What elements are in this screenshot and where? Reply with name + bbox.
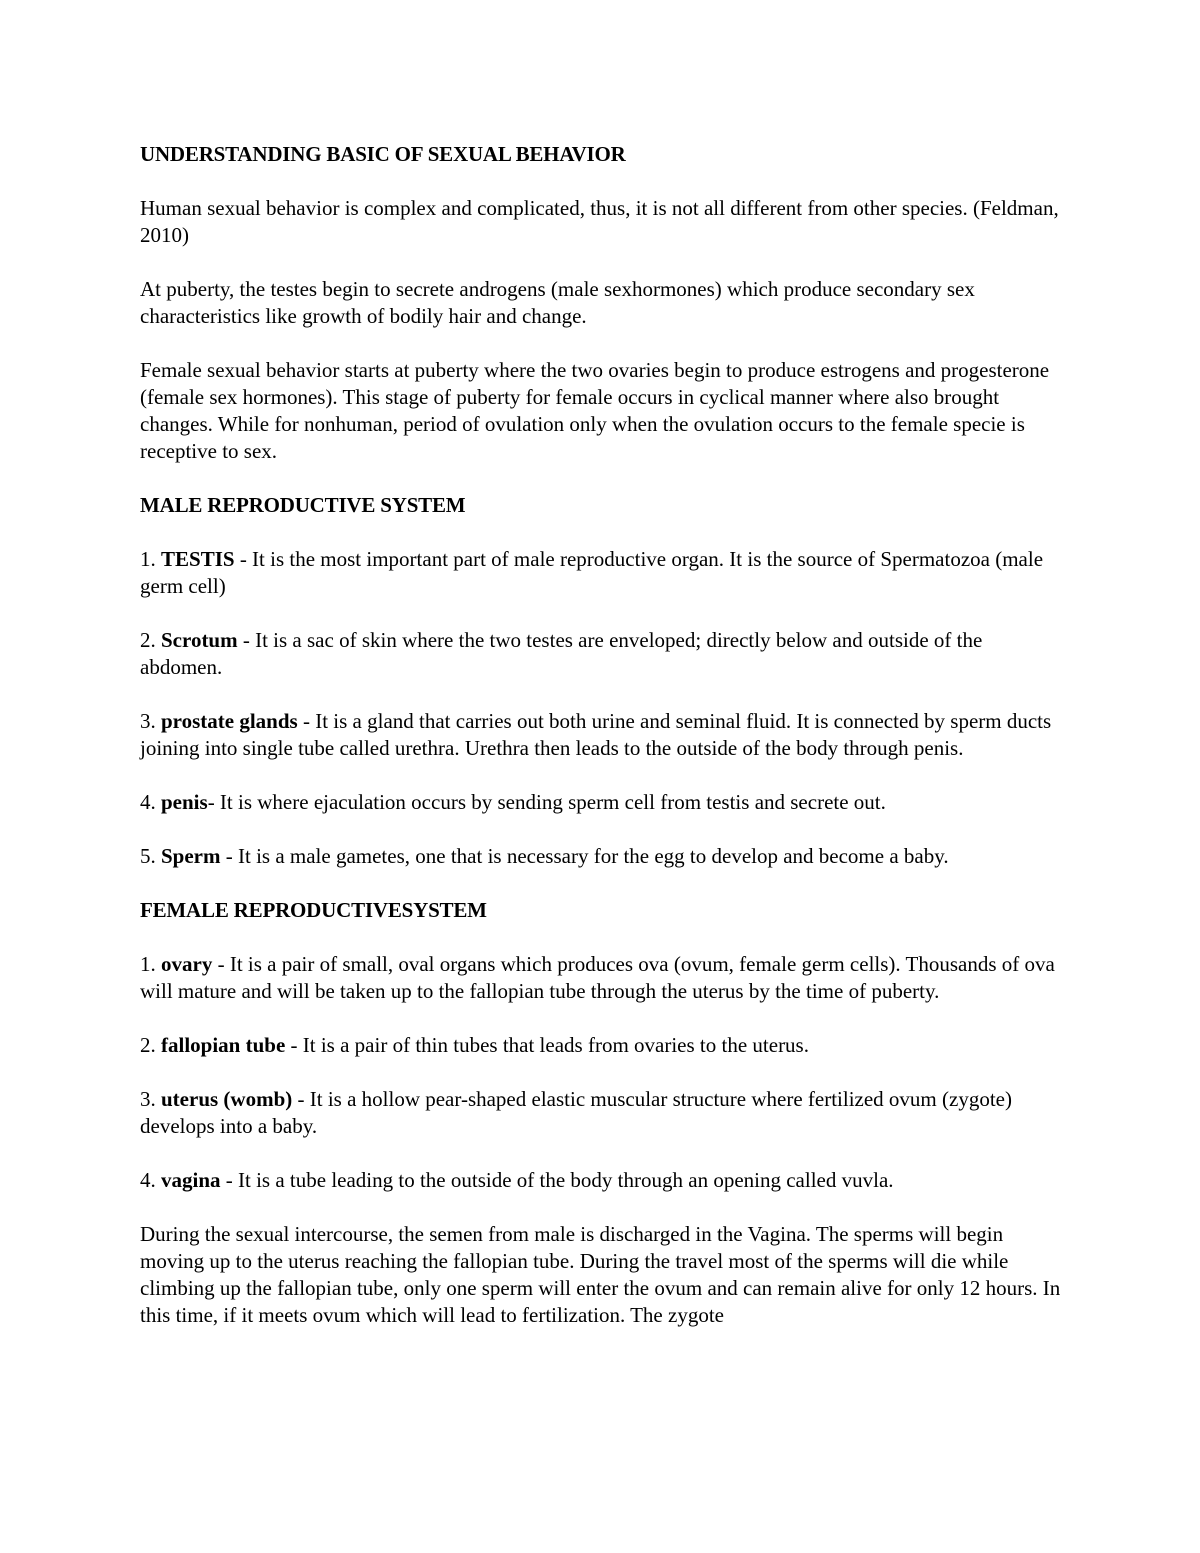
male-list-item (140, 546, 1065, 600)
item-description: - It is a pair of thin tubes that leads from ovaries to the uterus. (285, 1033, 809, 1057)
item-term: uterus (womb) (161, 1087, 293, 1111)
item-term: TESTIS (161, 547, 235, 571)
document-page (140, 141, 1065, 1356)
item-description: - It is the most important part of male reproductive organ. It is the source of Spermatozoa (male germ cell) (140, 547, 1044, 598)
item-description: - It is where ejaculation occurs by sending sperm cell from testis and secrete out. (207, 790, 886, 814)
item-term: fallopian tube (161, 1033, 286, 1057)
item-number: 2. (140, 1033, 161, 1057)
item-description: - It is a gland that carries out both urine and seminal fluid. It is connected by sperm ducts joining into single tube called urethra. Urethra then leads to the outside of the body through penis. (140, 709, 1052, 760)
item-term: penis (161, 790, 208, 814)
item-description: - It is a hollow pear-shaped elastic muscular structure where fertilized ovum (zygote) develops into a baby. (140, 1087, 1012, 1138)
item-number: 2. (140, 628, 161, 652)
item-number: 4. (140, 1168, 161, 1192)
item-number: 3. (140, 1087, 161, 1111)
closing-paragraph: During the sexual intercourse, the semen from male is discharged in the Vagina. The sperms will begin moving up to the uterus reaching the fallopian tube. During the travel most of the sperms will die while climbing up the fallopian tube, only one sperm will enter the ovum and can remain alive for only 12 hours. In this time, if it meets ovum which will lead to fertilization. The zygote (140, 1222, 1061, 1327)
intro-paragraph: At puberty, the testes begin to secrete androgens (male sexhormones) which produce secondary sex characteristics like growth of bodily hair and change. (140, 277, 975, 328)
female-list-item (140, 1032, 1065, 1059)
document-title: UNDERSTANDING BASIC OF SEXUAL BEHAVIOR (140, 142, 626, 166)
item-term: prostate glands (161, 709, 298, 733)
item-description: - It is a male gametes, one that is necessary for the egg to develop and become a baby. (220, 844, 949, 868)
item-number: 1. (140, 547, 161, 571)
male-list-item (140, 843, 1065, 870)
item-number: 1. (140, 952, 161, 976)
intro-paragraph: Female sexual behavior starts at puberty where the two ovaries begin to produce estrogens and progesterone (female sex hormones). This stage of puberty for female occurs in cyclical manner where also brought changes. While for nonhuman, period of ovulation only when the ovulation occurs to the female specie is receptive to sex. (140, 358, 1050, 463)
female-list-item (140, 1167, 1065, 1194)
male-list-item (140, 708, 1065, 762)
item-number: 5. (140, 844, 161, 868)
item-term: ovary (161, 952, 213, 976)
intro-paragraph: Human sexual behavior is complex and complicated, thus, it is not all different from other species. (Feldman, 2010) (140, 196, 1059, 247)
item-number: 4. (140, 790, 161, 814)
item-term: vagina (161, 1168, 221, 1192)
female-list-item (140, 951, 1065, 1005)
male-list-item (140, 789, 1065, 816)
male-list-item (140, 627, 1065, 681)
male-section-heading: MALE REPRODUCTIVE SYSTEM (140, 493, 466, 517)
item-description: - It is a pair of small, oval organs which produces ova (ovum, female germ cells). Thousands of ova will mature and will be taken up to the fallopian tube through the uterus by the time of puberty. (140, 952, 1055, 1003)
item-term: Sperm (161, 844, 221, 868)
item-description: - It is a tube leading to the outside of the body through an opening called vuvla. (220, 1168, 894, 1192)
female-list-item (140, 1086, 1065, 1140)
item-description: - It is a sac of skin where the two testes are enveloped; directly below and outside of the abdomen. (140, 628, 983, 679)
item-number: 3. (140, 709, 161, 733)
female-section-heading: FEMALE REPRODUCTIVESYSTEM (140, 898, 487, 922)
item-term: Scrotum (161, 628, 238, 652)
